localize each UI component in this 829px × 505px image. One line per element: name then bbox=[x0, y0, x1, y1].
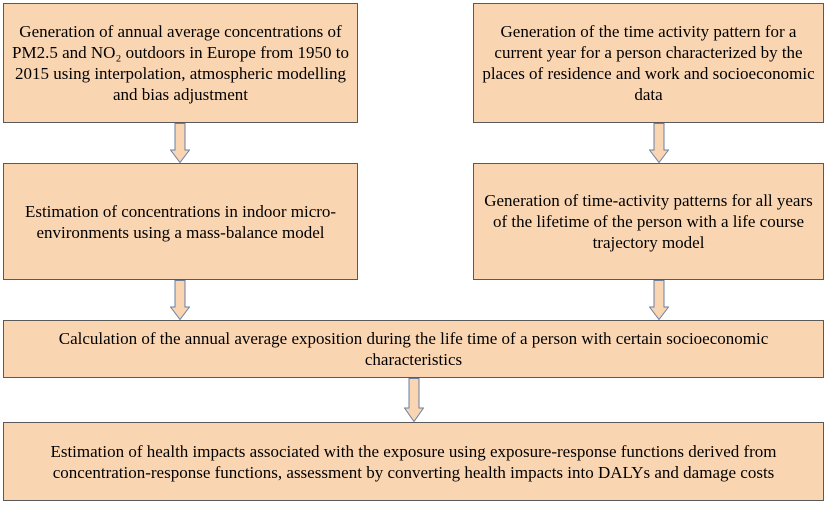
box-lifetime-exposition-text: Calculation of the annual average exposition during the life time of a person with certain socioeconomic characteristics bbox=[58, 329, 769, 369]
arrow-down-icon bbox=[404, 378, 424, 422]
box-lifetime-exposition bbox=[3, 320, 824, 378]
box-time-activity-lifetime-text: Generation of time-activity patterns for all years of the lifetime of the person with a life course trajectory model bbox=[484, 191, 813, 252]
arrow-down-icon bbox=[170, 280, 190, 320]
box-outdoor-concentrations-text: Generation of annual average concentrations of PM2.5 and NO₂ outdoors in Europe from 1950 to 2015 using interpolation, atmospheric modelling and bias adjustment bbox=[12, 22, 349, 104]
arrow-down-icon bbox=[170, 123, 190, 163]
arrow-down-icon bbox=[649, 280, 669, 320]
box-time-activity-current-text: Generation of the time activity pattern for a current year for a person characterized by the places of residence and work and socioeconomic data bbox=[482, 22, 815, 104]
box-outdoor-concentrations bbox=[3, 3, 358, 123]
box-time-activity-current bbox=[473, 3, 824, 123]
box-time-activity-lifetime bbox=[473, 163, 824, 280]
box-health-impacts-text: Estimation of health impacts associated with the exposure using exposure-response functions derived from concentration-response functions, assessment by converting health impacts into DALYs and damage costs bbox=[50, 441, 777, 482]
arrow-down-icon bbox=[649, 123, 669, 163]
box-health-impacts bbox=[3, 422, 824, 501]
box-indoor-concentrations bbox=[3, 163, 358, 280]
box-indoor-concentrations-text: Estimation of concentrations in indoor micro-environments using a mass-balance model bbox=[24, 201, 337, 242]
